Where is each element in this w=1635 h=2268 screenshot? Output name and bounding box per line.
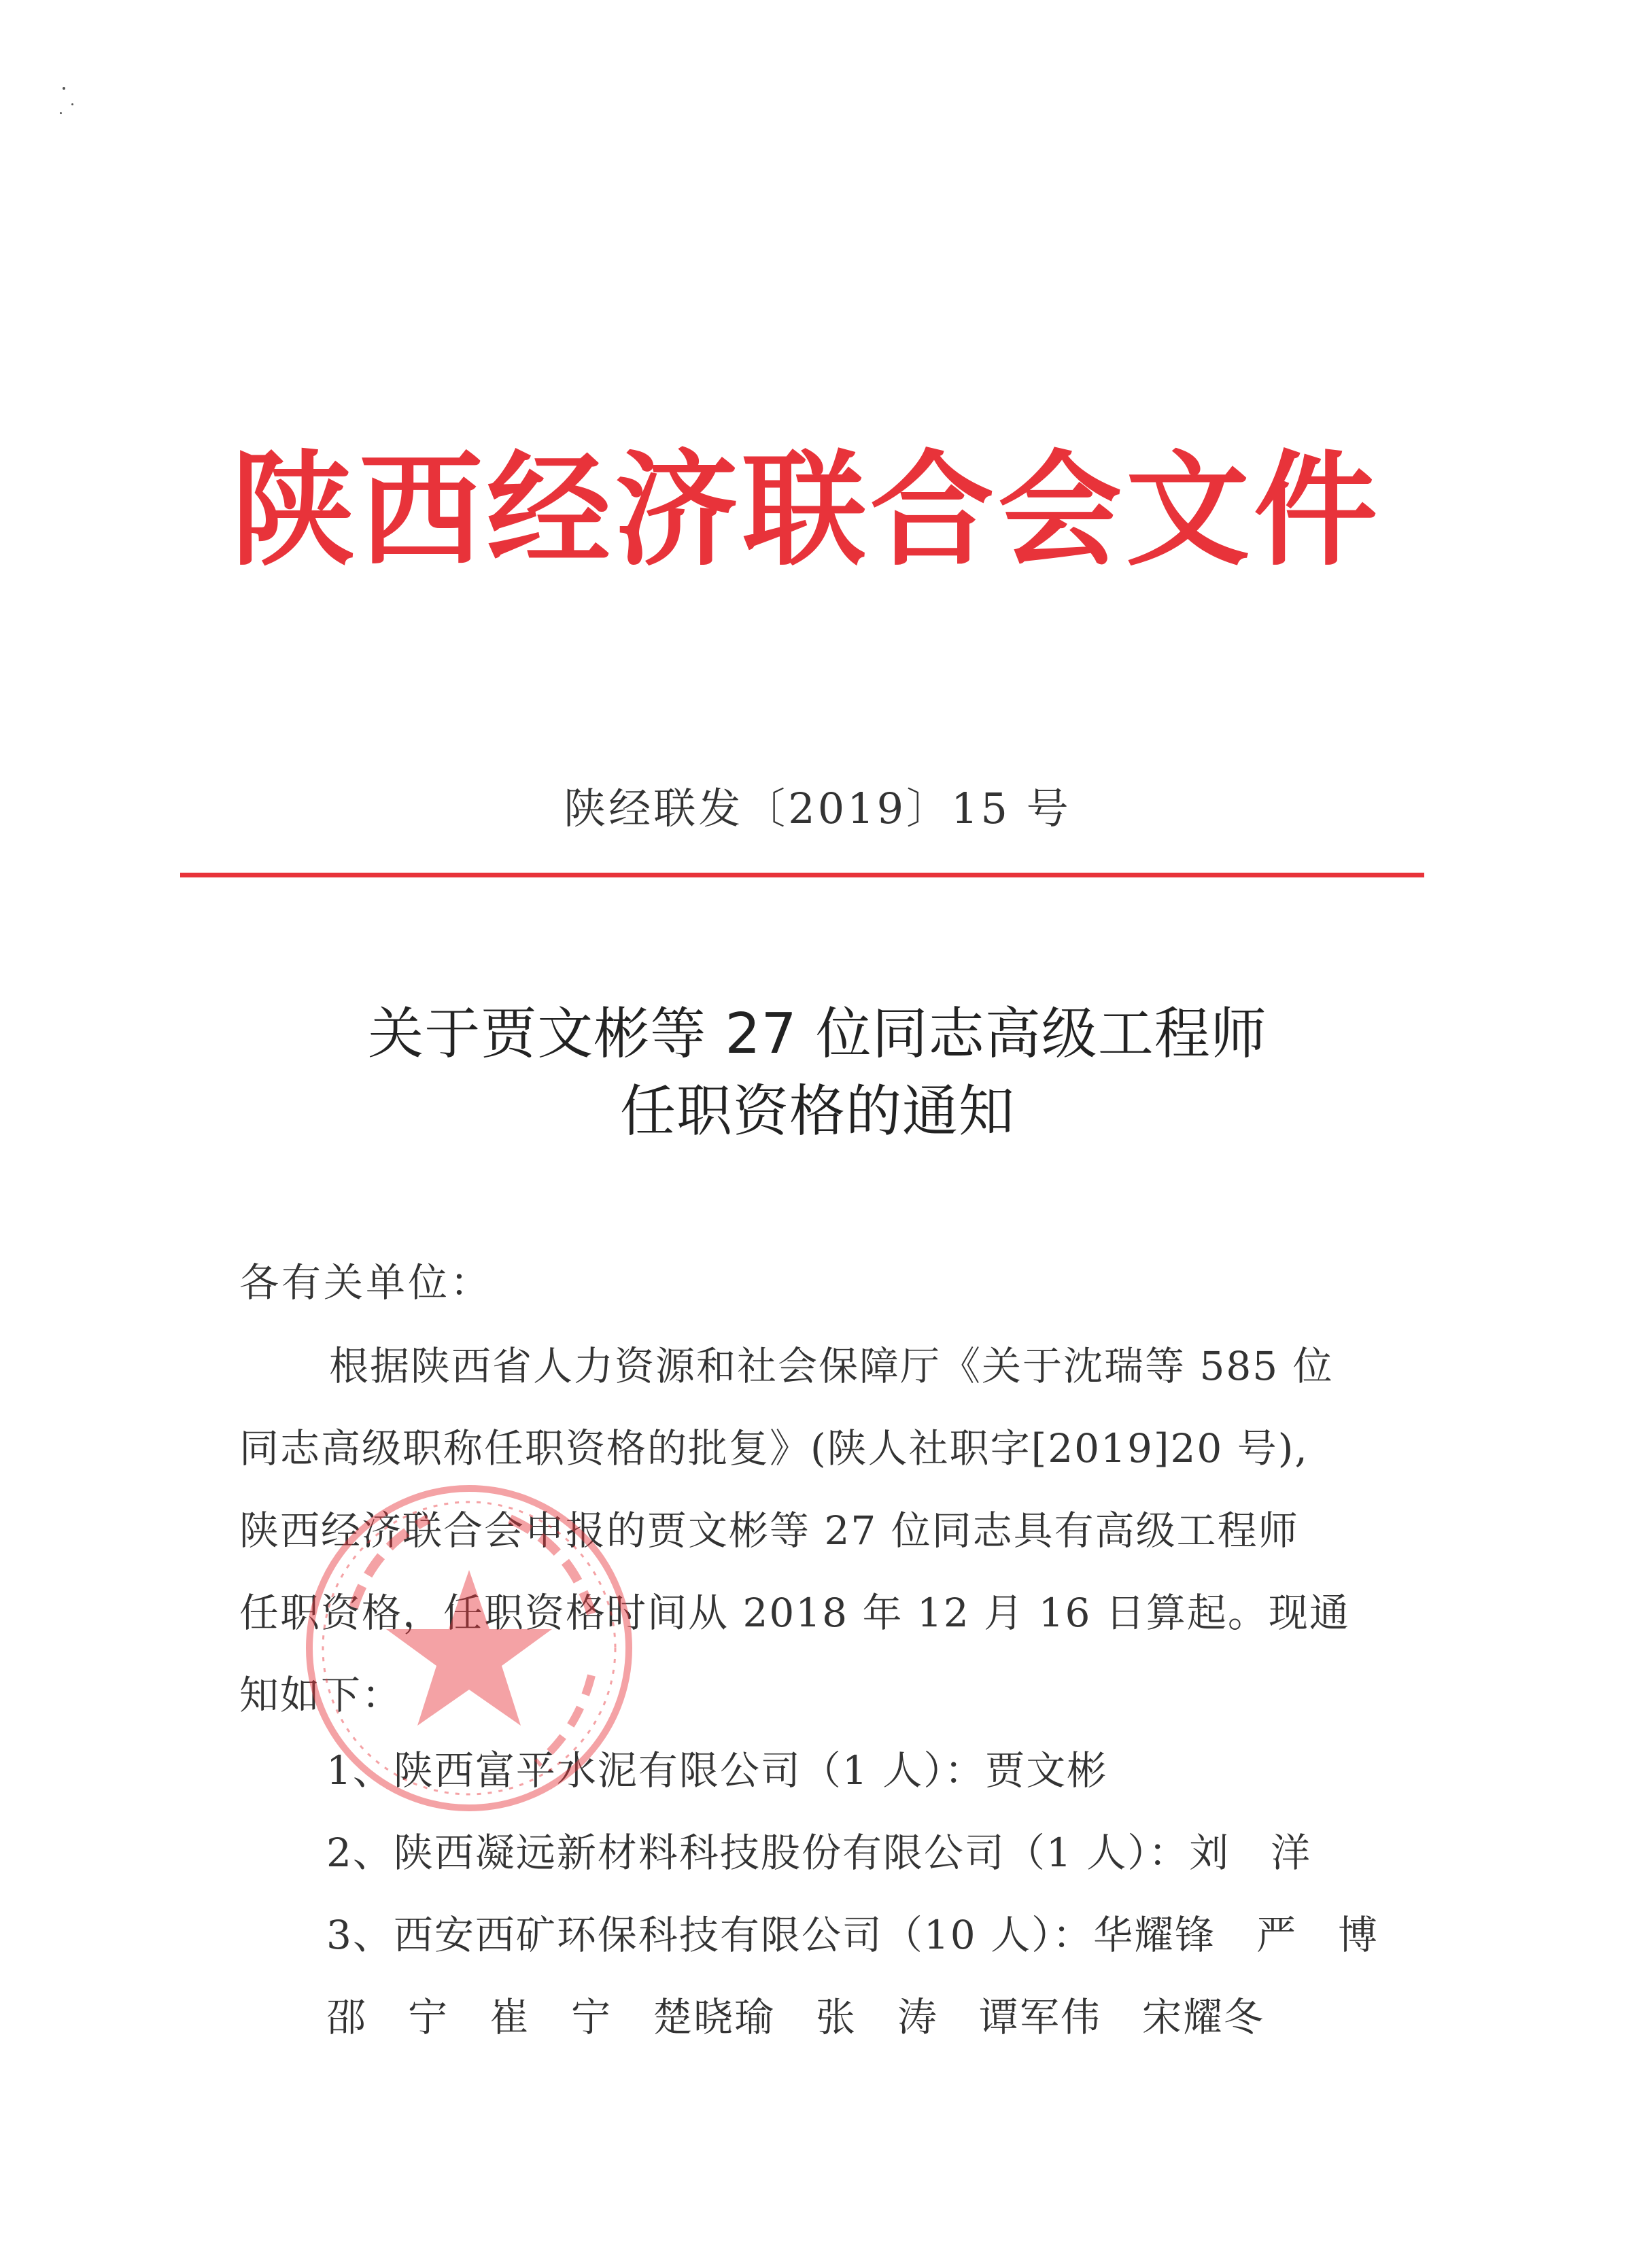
paragraph-line: 任职资格，任职资格时间从 2018 年 12 月 16 日算起。现通 xyxy=(239,1590,1350,1636)
scan-speck xyxy=(63,87,65,90)
notice-title xyxy=(0,996,1635,1151)
paragraph-line: 同志高级职称任职资格的批复》(陕人社职字[2019]20 号), xyxy=(239,1425,1309,1471)
scan-speck xyxy=(71,103,73,105)
paragraph-line: 陕西经济联合会申报的贾文彬等 27 位同志具有高级工程师 xyxy=(239,1507,1299,1554)
list-item-continuation: 邵 宁 崔 宁 楚晓瑜 张 涛 谭军伟 宋耀冬 xyxy=(326,1994,1265,2040)
list-item: 1、陕西富平水泥有限公司（1 人）：贾文彬 xyxy=(326,1747,1108,1794)
scan-speck xyxy=(60,112,62,114)
masthead-title: 陕西经济联合会文件 xyxy=(231,438,1381,582)
paragraph-line: 根据陕西省人力资源和社会保障厅《关于沈瑞等 585 位 xyxy=(329,1343,1334,1389)
notice-title-line-2: 任职资格的通知 xyxy=(619,1079,1015,1144)
list-item: 2、陕西凝远新材料科技股份有限公司（1 人）：刘 洋 xyxy=(326,1830,1312,1876)
notice-title-line-1: 关于贾文彬等 27 位同志高级工程师 xyxy=(368,1002,1267,1066)
paragraph-line: 知如下： xyxy=(239,1672,403,1718)
document-number: 陕经联发〔2019〕15 号 xyxy=(564,784,1071,833)
red-divider xyxy=(180,873,1424,877)
official-seal-stamp xyxy=(292,1471,646,1825)
seal-star-icon xyxy=(386,1570,552,1726)
list-item: 3、西安西矿环保科技有限公司（10 人）：华耀锋 严 博 xyxy=(326,1912,1379,1958)
salutation: 各有关单位： xyxy=(239,1259,493,1306)
